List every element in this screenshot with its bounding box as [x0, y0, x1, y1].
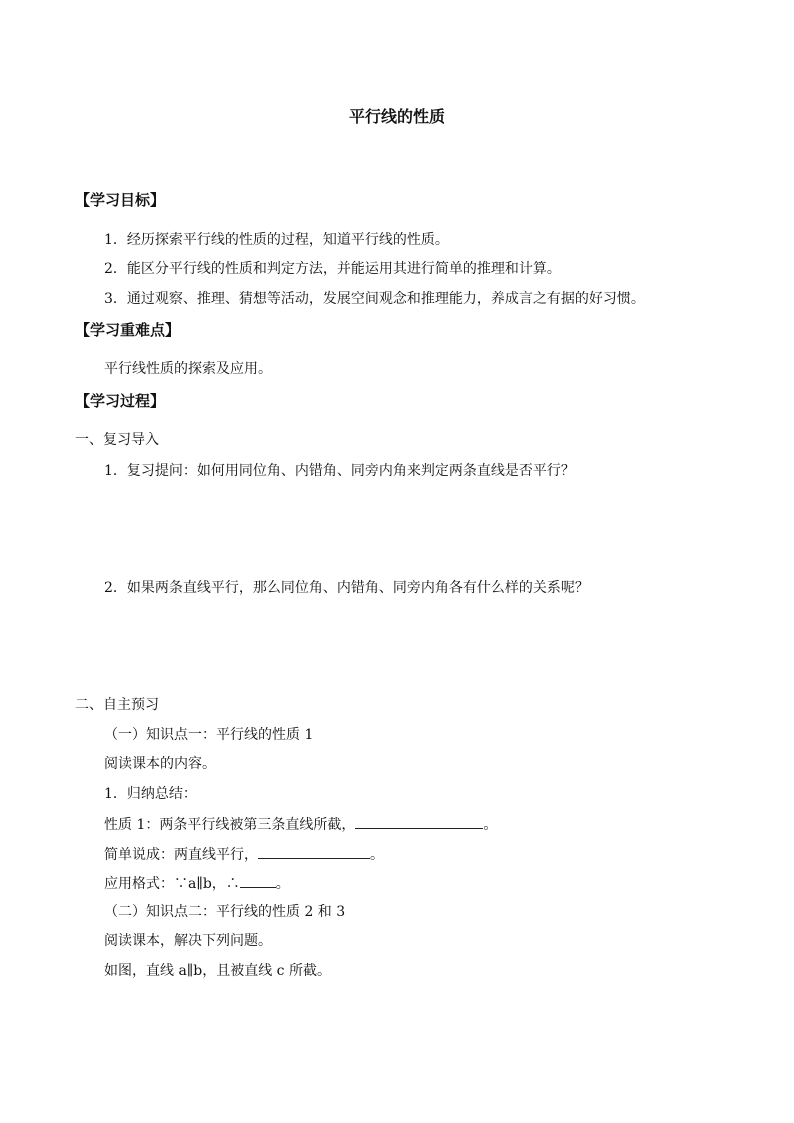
simple-statement-text: 简单说成：两直线平行，: [104, 847, 258, 863]
property-1-blank[interactable]: [355, 814, 483, 829]
property-1-text: 性质 1：两条平行线被第三条直线所截，: [104, 817, 356, 833]
application-format-end: 。: [275, 876, 290, 892]
application-format-blank[interactable]: [240, 873, 276, 888]
figure-description: 如图，直线 a∥b，且被直线 c 所截。: [104, 963, 331, 979]
knowledge-point-1: （一）知识点一：平行线的性质 1: [104, 727, 314, 743]
summary-label: 1．归纳总结：: [104, 786, 197, 802]
review-question-1: 1．复习提问：如何用同位角、内错角、同旁内角来判定两条直线是否平行？: [104, 463, 575, 479]
application-format-text: 应用格式：∵a∥b，∴: [104, 876, 240, 892]
read-textbook-2: 阅读课本，解决下列问题。: [104, 933, 272, 949]
knowledge-point-2: （二）知识点二：平行线的性质 2 和 3: [104, 904, 346, 920]
process-heading: 【学习过程】: [75, 392, 166, 410]
property-1-end: 。: [483, 817, 498, 833]
part2-heading: 二、自主预习: [75, 697, 159, 713]
part1-heading: 一、复习导入: [75, 432, 159, 448]
keypoints-heading: 【学习重难点】: [75, 321, 181, 339]
page-title: 平行线的性质: [348, 107, 445, 126]
simple-statement-blank[interactable]: [258, 844, 370, 859]
property-1-line: [104, 814, 497, 835]
review-question-2: 2．如果两条直线平行，那么同位角、内错角、同旁内角各有什么样的关系呢？: [104, 580, 589, 596]
goal-item-2: 2．能区分平行线的性质和判定方法，并能运用其进行简单的推理和计算。: [104, 261, 561, 277]
keypoints-text: 平行线性质的探索及应用。: [104, 361, 272, 377]
simple-statement-line: [104, 844, 384, 865]
application-format-line: [104, 873, 290, 894]
goals-heading: 【学习目标】: [75, 191, 166, 209]
read-textbook-1: 阅读课本的内容。: [104, 756, 216, 772]
goal-item-1: 1．经历探索平行线的性质的过程，知道平行线的性质。: [104, 232, 449, 248]
simple-statement-end: 。: [370, 847, 384, 863]
goal-item-3: 3．通过观察、推理、猜想等活动，发展空间观念和推理能力，养成言之有据的好习惯。: [104, 291, 645, 307]
